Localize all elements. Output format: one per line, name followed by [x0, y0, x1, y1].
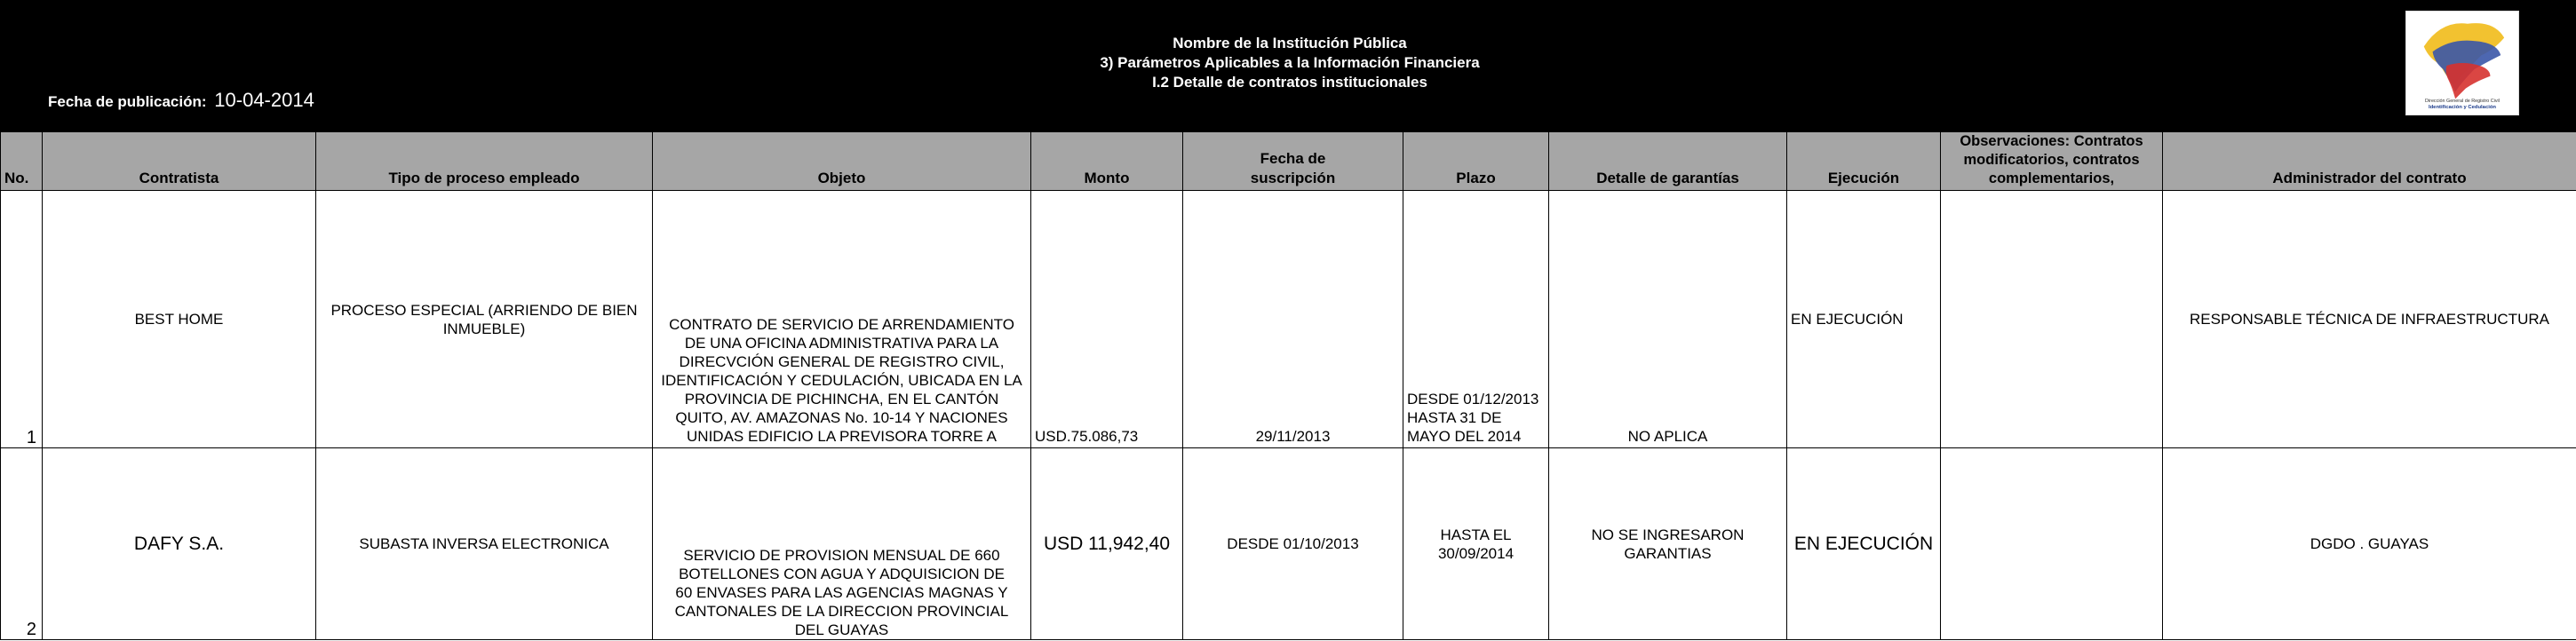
publication-date	[48, 89, 314, 112]
publication-date-label: Fecha de publicación:	[48, 93, 207, 110]
cell-contratista: BEST HOME	[43, 191, 316, 448]
cell-objeto: SERVICIO DE PROVISION MENSUAL DE 660 BOTELLONES CON AGUA Y ADQUISICION DE 60 ENVASES PARA LAS AGENCIAS MAGNAS Y CANTONALES DE LA DIRECCION PROVINCIAL DEL GUAYAS	[653, 448, 1031, 640]
section-title: 3) Parámetros Aplicables a la Información Financiera	[1100, 54, 1480, 71]
cell-contratista: DAFY S.A.	[43, 448, 316, 640]
cell-administrador: RESPONSABLE TÉCNICA DE INFRAESTRUCTURA	[2163, 191, 2576, 448]
cell-observaciones	[1941, 191, 2163, 448]
cell-ejecucion: EN EJECUCIÓN	[1787, 448, 1941, 640]
cell-plazo: HASTA EL 30/09/2014	[1403, 448, 1549, 640]
cell-garantias: NO APLICA	[1549, 191, 1787, 448]
cell-monto: USD.75.086,73	[1031, 191, 1183, 448]
cell-no: 1	[1, 191, 43, 448]
cell-administrador: DGDO . GUAYAS	[2163, 448, 2576, 640]
col-header-contratista: Contratista	[43, 132, 316, 191]
publication-date-value: 10-04-2014	[214, 89, 314, 111]
col-header-tipo: Tipo de proceso empleado	[316, 132, 653, 191]
table-header-row	[1, 132, 2576, 191]
col-header-monto: Monto	[1031, 132, 1183, 191]
logo-text-1: Dirección General de Registro Civil	[2425, 99, 2500, 105]
institution-name: Nombre de la Institución Pública	[1173, 35, 1407, 51]
cell-garantias: NO SE INGRESARON GARANTIAS	[1549, 448, 1787, 640]
cell-tipo: SUBASTA INVERSA ELECTRONICA	[316, 448, 653, 640]
cell-tipo: PROCESO ESPECIAL (ARRIENDO DE BIEN INMUEBLE)	[316, 191, 653, 448]
subsection-title: I.2 Detalle de contratos institucionales	[1152, 74, 1427, 91]
cell-no: 2	[1, 448, 43, 640]
cell-plazo: DESDE 01/12/2013 HASTA 31 DE MAYO DEL 2014	[1403, 191, 1549, 448]
cell-monto: USD 11,942,40	[1031, 448, 1183, 640]
logo-text-2: Identificación y Cedulación	[2428, 105, 2497, 111]
col-header-plazo: Plazo	[1403, 132, 1549, 191]
cell-fecha: DESDE 01/10/2013	[1183, 448, 1403, 640]
col-header-fecha: Fecha de suscripción	[1183, 132, 1403, 191]
col-header-no: No.	[1, 132, 43, 191]
report-header	[0, 0, 2576, 131]
col-header-garantias: Detalle de garantías	[1549, 132, 1787, 191]
col-header-objeto: Objeto	[653, 132, 1031, 191]
report-title	[2, 34, 2576, 92]
registro-civil-logo	[2405, 11, 2519, 115]
cell-objeto: CONTRATO DE SERVICIO DE ARRENDAMIENTO DE UNA OFICINA ADMINISTRATIVA PARA LA DIRECVCIÓN GENERAL DE REGISTRO CIVIL, IDENTIFICACIÓN Y CEDULACIÓN, UBICADA EN LA PROVINCIA DE PICHINCHA, EN EL CANTÓN QUITO, AV. AMAZONAS No. 10-14 Y NACIONES UNIDAS EDIFICIO LA PREVISORA TORRE A	[653, 191, 1031, 448]
col-header-administrador: Administrador del contrato	[2163, 132, 2576, 191]
contracts-table	[0, 131, 2576, 640]
col-header-ejecucion: Ejecución	[1787, 132, 1941, 191]
cell-observaciones	[1941, 448, 2163, 640]
col-header-observaciones: Observaciones: Contratos modificatorios, contratos complementarios,	[1941, 132, 2163, 191]
cell-fecha: 29/11/2013	[1183, 191, 1403, 448]
table-row	[1, 448, 2576, 640]
cell-ejecucion: EN EJECUCIÓN	[1787, 191, 1941, 448]
table-row	[1, 191, 2576, 448]
logo-icon	[2406, 12, 2518, 115]
